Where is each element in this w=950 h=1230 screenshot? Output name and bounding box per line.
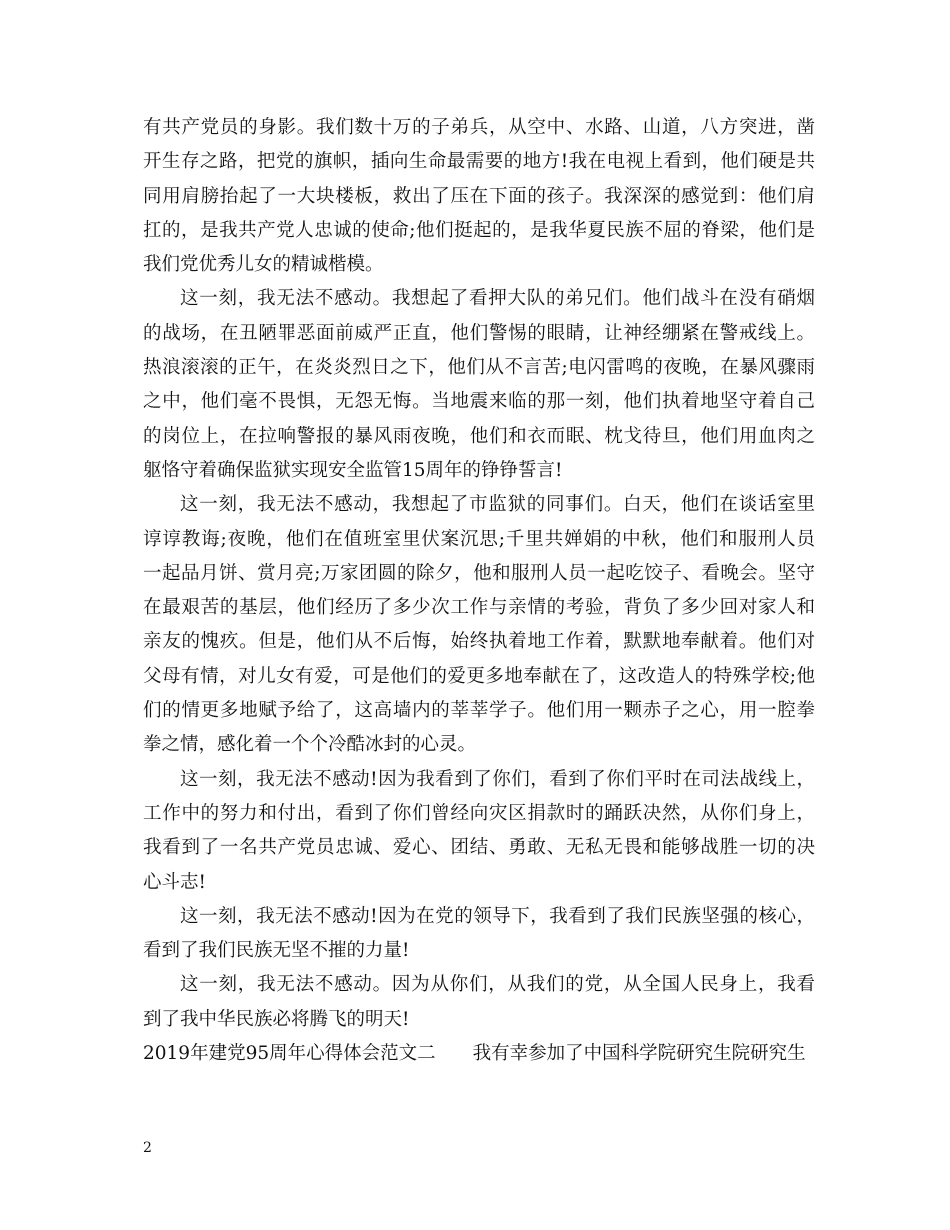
text-line: 看到了我们民族无坚不摧的力量!	[143, 940, 410, 962]
paragraph-first-line: 这一刻，我无法不感动，我想起了市监狱的同事们。白天，他们在谈话室里	[180, 494, 815, 516]
text-line: 到了我中华民族必将腾飞的明天!	[143, 1008, 410, 1030]
text-line: 开生存之路，把党的旗帜，插向生命最需要的地方!我在电视上看到，他们硬是共	[143, 151, 815, 173]
text-line: 我看到了一名共产党员忠诚、爱心、团结、勇敢、无私无畏和能够战胜一切的决	[143, 837, 815, 859]
text-line: 的岗位上，在拉响警报的暴风雨夜晚，他们和衣而眠、枕戈待旦，他们用血肉之	[143, 425, 815, 447]
text-line: 工作中的努力和付出，看到了你们曾经向灾区捐款时的踊跃决然，从你们身上，	[143, 802, 815, 824]
paragraph-first-line: 这一刻，我无法不感动!因为我看到了你们，看到了你们平时在司法战线上，	[180, 768, 815, 790]
page-number: 2	[143, 1140, 152, 1156]
text-line: 拳之情，感化着一个个冷酷冰封的心灵。	[143, 734, 477, 756]
text-line: 热浪滚滚的正午，在炎炎烈日之下，他们从不言苦;电闪雷鸣的夜晚，在暴风骤雨	[143, 357, 815, 379]
text-line: 亲友的愧疚。但是，他们从不后悔，始终执着地工作着，默默地奉献着。他们对	[143, 631, 815, 653]
text-line: 同用肩膀抬起了一大块楼板，救出了压在下面的孩子。我深深的感觉到：他们肩	[143, 185, 815, 207]
text-line: 在最艰苦的基层，他们经历了多少次工作与亲情的考验，背负了多少回对家人和	[143, 597, 815, 619]
paragraph-first-line: 这一刻，我无法不感动!因为在党的领导下，我看到了我们民族坚强的核心，	[180, 905, 815, 927]
body-text	[143, 111, 815, 1071]
text-line: 父母有情，对儿女有爱，可是他们的爱更多地奉献在了，这改造人的特殊学校;他	[143, 665, 815, 687]
text-line: 之中，他们毫不畏惧，无怨无悔。当地震来临的那一刻，他们执着地坚守着自己	[143, 391, 815, 413]
text-line: 有共产党员的身影。我们数十万的子弟兵，从空中、水路、山道，八方突进，凿	[143, 117, 815, 138]
paragraph-first-line: 这一刻，我无法不感动。我想起了看押大队的弟兄们。他们战斗在没有硝烟	[180, 288, 815, 310]
text-line: 谆谆教诲;夜晚，他们在值班室里伏案沉思;千里共婵娟的中秋，他们和服刑人员	[143, 528, 815, 550]
paragraph-first-line: 这一刻，我无法不感动。因为从你们，从我们的党，从全国人民身上，我看	[180, 974, 815, 996]
section-heading-line: 2019年建党95周年心得体会范文二 我有幸参加了中国科学院研究生院研究生	[143, 1043, 806, 1065]
text-line: 躯恪守着确保监狱实现安全监管15周年的铮铮誓言!	[143, 459, 563, 481]
text-line: 们的情更多地赋予给了，这高墙内的莘莘学子。他们用一颗赤子之心，用一腔拳	[143, 700, 815, 722]
text-line: 心斗志!	[143, 871, 206, 893]
text-line: 一起品月饼、赏月亮;万家团圆的除夕，他和服刑人员一起吃饺子、看晚会。坚守	[143, 562, 815, 584]
text-line: 的战场，在丑陋罪恶面前威严正直，他们警惕的眼睛，让神经绷紧在警戒线上。	[143, 322, 815, 344]
text-line: 我们党优秀儿女的精诚楷模。	[143, 254, 384, 276]
text-line: 扛的，是我共产党人忠诚的使命;他们挺起的，是我华夏民族不屈的脊梁，他们是	[143, 219, 815, 241]
